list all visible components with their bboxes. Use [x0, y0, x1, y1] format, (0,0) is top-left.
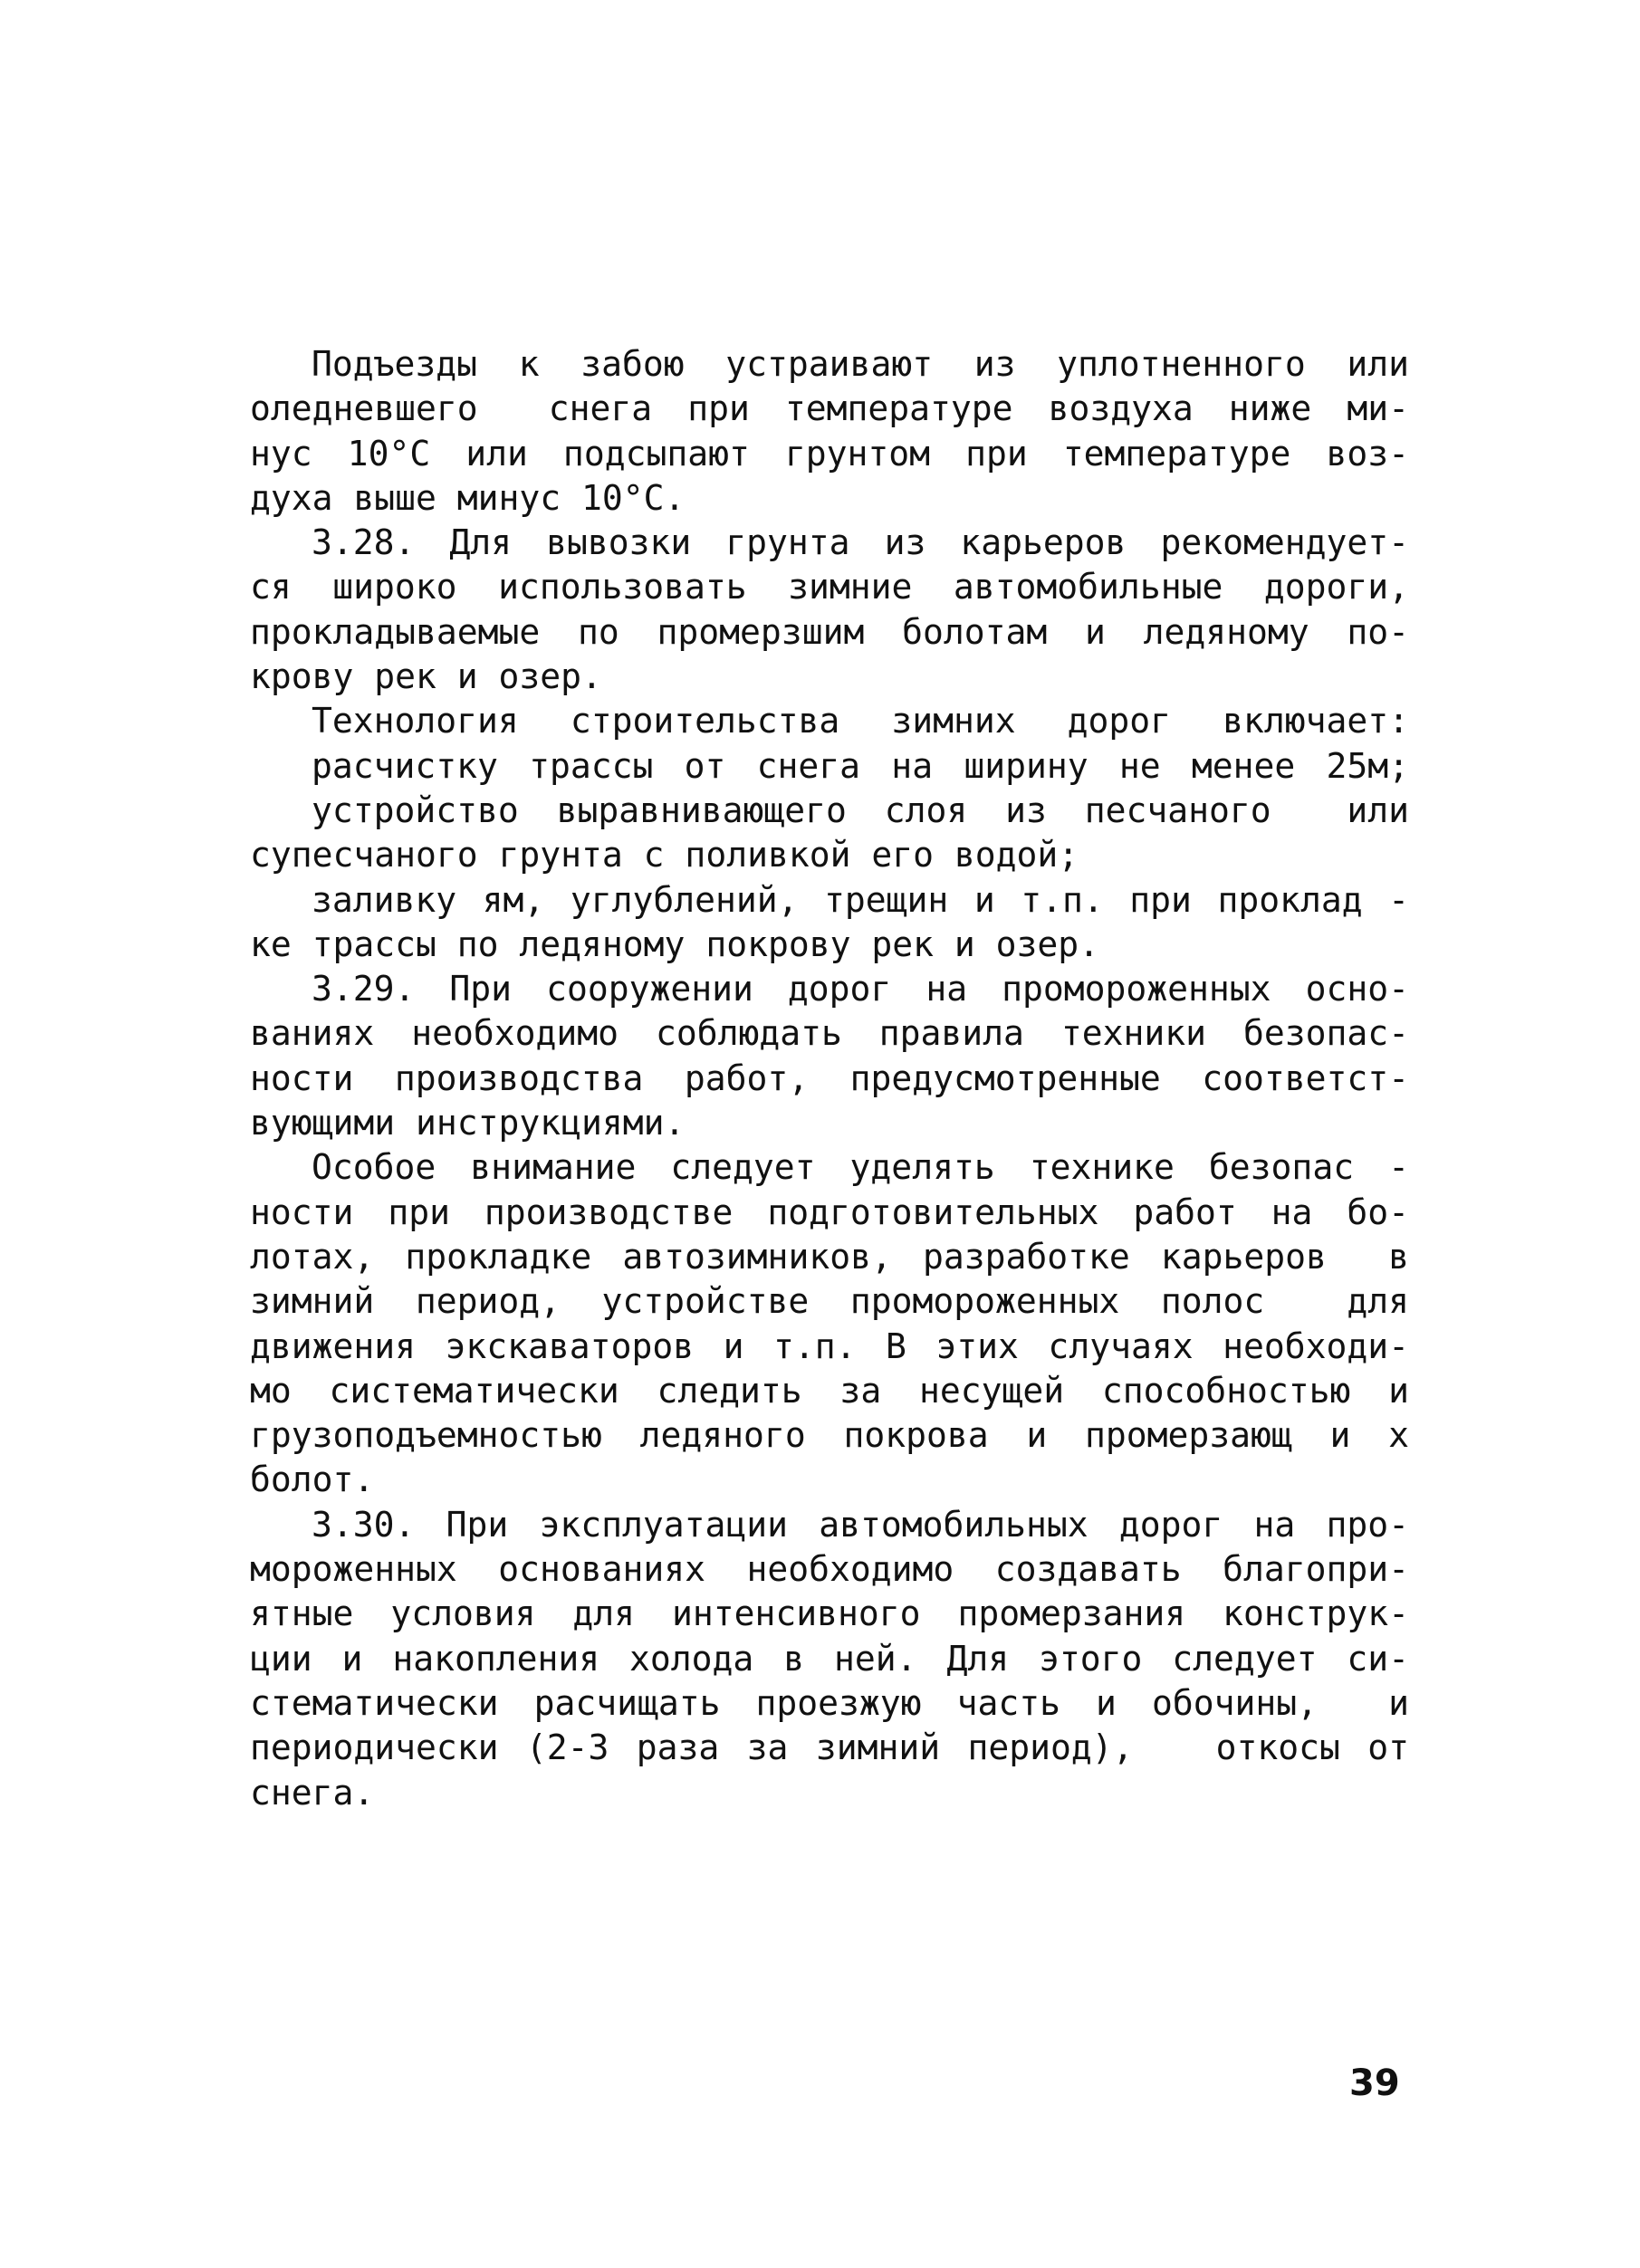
- text-line: ке трассы по ледяному покрову рек и озер.: [250, 923, 1099, 964]
- page-number: 39: [1349, 2062, 1400, 2104]
- body-text: [250, 342, 1409, 1815]
- text-line: зимний период, устройстве промороженных полос для: [250, 1281, 1409, 1322]
- text-line: движения экскаваторов и т.п. В этих случаях необходи-: [250, 1325, 1409, 1366]
- text-line: ся широко использовать зимние автомобильные дороги,: [250, 567, 1409, 608]
- text-line: Подъезды к забою устраивают из уплотненного или: [312, 344, 1409, 384]
- text-line: нус 10°C или подсыпают грунтом при температуре воз-: [250, 433, 1409, 474]
- text-line: мо систематически следить за несущей способностью и: [250, 1370, 1409, 1411]
- text-line: ции и накопления холода в ней. Для этого следует си-: [250, 1638, 1409, 1679]
- text-line: мороженных основаниях необходимо создавать благопри-: [250, 1549, 1409, 1590]
- text-line: заливку ям, углублений, трещин и т.п. при проклад -: [312, 879, 1409, 920]
- text-line: грузоподъемностью ледяного покрова и промерзающ и х: [250, 1415, 1409, 1456]
- text-line: 3.29. При сооружении дорог на промороженных осно-: [312, 969, 1409, 1010]
- text-line: вующими инструкциями.: [250, 1103, 686, 1144]
- text-line: устройство выравнивающего слоя из песчаного или: [312, 789, 1409, 830]
- text-line: Технология строительства зимних дорог включает:: [312, 701, 1409, 742]
- text-line: расчистку трассы от снега на ширину не менее 25м;: [312, 745, 1409, 786]
- text-line: оледневшего снега при температуре воздуха ниже ми-: [250, 388, 1409, 429]
- text-line: Особое внимание следует уделять технике безопас -: [312, 1147, 1409, 1188]
- text-line: лотах, прокладке автозимников, разработке карьеров в: [250, 1236, 1409, 1277]
- text-line: 3.28. Для вывозки грунта из карьеров рекомендует-: [312, 522, 1409, 563]
- text-line: 3.30. При эксплуатации автомобильных дорог на про-: [312, 1504, 1409, 1545]
- text-line: духа выше минус 10°C.: [250, 477, 686, 518]
- text-line: ваниях необходимо соблюдать правила техники безопас-: [250, 1013, 1409, 1054]
- text-line: снега.: [250, 1772, 375, 1813]
- text-line: прокладываемые по промерзшим болотам и ледяному по-: [250, 611, 1409, 652]
- text-line: ности при производстве подготовительных работ на бо-: [250, 1191, 1409, 1232]
- text-line: периодически (2-3 раза за зимний период), откосы от: [250, 1727, 1409, 1768]
- text-line: супесчаного грунта с поливкой его водой;: [250, 835, 1079, 876]
- text-line: болот.: [250, 1459, 375, 1500]
- text-line: крову рек и озер.: [250, 656, 602, 697]
- text-line: ности производства работ, предусмотренные соответст-: [250, 1057, 1409, 1098]
- text-line: стематически расчищать проезжую часть и обочины, и: [250, 1682, 1409, 1723]
- text-line: ятные условия для интенсивного промерзания конструк-: [250, 1593, 1409, 1634]
